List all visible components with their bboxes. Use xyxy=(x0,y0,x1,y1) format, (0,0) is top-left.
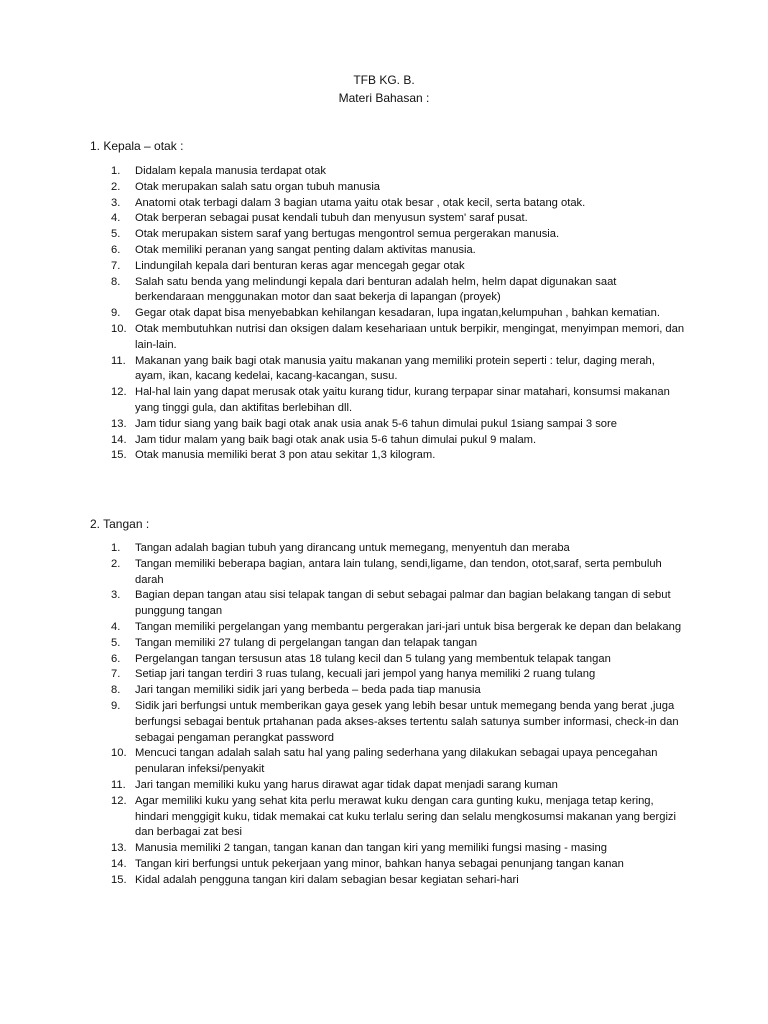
list-item-text: Tangan memiliki 27 tulang di pergelangan tangan dan telapak tangan xyxy=(135,636,478,649)
list-item-number: 9. xyxy=(111,307,121,320)
list-item-number: 15. xyxy=(111,873,127,886)
list-item xyxy=(0,794,768,841)
list-item-text: Agar memiliki kuku yang sehat kita perlu merawat kuku dengan cara gunting kuku, menjaga tetap kering, hindari menggigit kuku, tidak memakai cat kuku terlalu sering dan selalu mengkosumsi makanan yang bergizi dan berbagai zat besi xyxy=(135,794,677,839)
list-item-text: Tangan memiliki beberapa bagian, antara lain tulang, sendi,ligame, dan tendon, otot,saraf, serta pembuluh darah xyxy=(135,557,662,586)
list-item xyxy=(0,778,768,794)
section-heading-tangan: 2. Tangan : xyxy=(90,517,150,531)
list-item-number: 15. xyxy=(111,449,127,462)
list-item-text: Gegar otak dapat bisa menyebabkan kehilangan kesadaran, lupa ingatan,kelumpuhan , bahkan kematian. xyxy=(135,307,660,320)
list-item xyxy=(0,306,768,322)
list-item xyxy=(0,620,768,636)
list-item xyxy=(0,588,768,620)
list-item-text: Jari tangan memiliki kuku yang harus dirawat agar tidak dapat menjadi sarang kuman xyxy=(135,778,558,791)
list-item xyxy=(0,652,768,668)
list-item xyxy=(0,433,768,449)
list-item-text: Sidik jari berfungsi untuk memberikan gaya gesek yang lebih besar untuk memegang benda yang berat ,juga berfungsi sebagai bentuk prtahanan pada akses-akses tertentu salah satunya sumber informasi, check-in dan sebagai pengaman perangkat password xyxy=(135,699,679,744)
list-item xyxy=(0,857,768,873)
list-item xyxy=(0,699,768,746)
list-item-number: 11. xyxy=(111,778,126,791)
list-kepala-otak xyxy=(0,164,768,464)
list-item-number: 4. xyxy=(111,620,121,633)
list-item xyxy=(0,448,768,464)
list-item-text: Jam tidur malam yang baik bagi otak anak usia 5-6 tahun dimulai pukul 9 malam. xyxy=(135,433,537,446)
list-item-text: Otak merupakan salah satu organ tubuh manusia xyxy=(135,180,381,193)
list-item-number: 5. xyxy=(111,228,121,241)
list-item xyxy=(0,667,768,683)
list-item-number: 8. xyxy=(111,684,121,697)
list-item-number: 4. xyxy=(111,212,121,225)
list-item-number: 8. xyxy=(111,275,121,288)
list-item xyxy=(0,746,768,778)
list-item-text: Manusia memiliki 2 tangan, tangan kanan dan tangan kiri yang memiliki fungsi masing - masing xyxy=(135,842,607,855)
list-item-number: 14. xyxy=(111,433,127,446)
list-item-number: 10. xyxy=(111,322,127,335)
list-item xyxy=(0,873,768,889)
list-item xyxy=(0,227,768,243)
list-item-number: 2. xyxy=(111,180,121,193)
list-item-text: Otak berperan sebagai pusat kendali tubuh dan menyusun system' saraf pusat. xyxy=(135,212,528,225)
list-item-text: Otak manusia memiliki berat 3 pon atau sekitar 1,3 kilogram. xyxy=(135,449,436,462)
list-item-number: 13. xyxy=(111,842,127,855)
list-item-text: Jam tidur siang yang baik bagi otak anak usia anak 5-6 tahun dimulai pukul 1siang sampai 3 sore xyxy=(135,417,617,430)
list-item-text: Lindungilah kepala dari benturan keras agar mencegah gegar otak xyxy=(135,259,465,272)
list-item xyxy=(0,259,768,275)
list-item-number: 5. xyxy=(111,636,121,649)
list-item xyxy=(0,196,768,212)
list-item-text: Pergelangan tangan tersusun atas 18 tulang kecil dan 5 tulang yang membentuk telapak tangan xyxy=(135,652,611,665)
list-item-text: Kidal adalah pengguna tangan kiri dalam sebagian besar kegiatan sehari-hari xyxy=(135,873,519,886)
list-item-number: 12. xyxy=(111,386,127,399)
list-item-number: 7. xyxy=(111,668,121,681)
document-title: TFB KG. B. xyxy=(353,73,415,87)
section-heading-kepala: 1. Kepala – otak : xyxy=(90,139,184,153)
list-item-number: 2. xyxy=(111,557,121,570)
list-item xyxy=(0,322,768,354)
document-subtitle: Materi Bahasan : xyxy=(338,91,430,105)
list-item-text: Otak memiliki peranan yang sangat penting dalam aktivitas manusia. xyxy=(135,243,476,256)
list-item xyxy=(0,180,768,196)
list-item-number: 1. xyxy=(111,542,121,554)
list-item xyxy=(0,243,768,259)
list-item-text: Setiap jari tangan terdiri 3 ruas tulang, kecuali jari jempol yang hanya memiliki 2 ruang tulang xyxy=(135,668,596,681)
list-item xyxy=(0,541,768,557)
list-item-text: Tangan kiri berfungsi untuk pekerjaan yang minor, bahkan hanya sebagai penunjang tangan kanan xyxy=(135,857,624,870)
list-item-number: 7. xyxy=(111,259,121,272)
list-item-number: 6. xyxy=(111,243,121,256)
list-item-text: Otak merupakan sistem saraf yang bertugas mengontrol semua pergerakan manusia. xyxy=(135,228,560,241)
list-item-number: 12. xyxy=(111,794,127,807)
list-item-number: 14. xyxy=(111,857,127,870)
list-item-text: Tangan adalah bagian tubuh yang dirancang untuk memegang, menyentuh dan meraba xyxy=(135,542,570,554)
list-item xyxy=(0,275,768,307)
list-item xyxy=(0,557,768,589)
list-item-number: 13. xyxy=(111,417,127,430)
list-item-number: 1. xyxy=(111,165,121,177)
list-item-text: Didalam kepala manusia terdapat otak xyxy=(135,165,326,177)
list-item xyxy=(0,211,768,227)
list-item-number: 3. xyxy=(111,589,121,602)
list-item xyxy=(0,385,768,417)
list-item-number: 10. xyxy=(111,747,127,760)
list-item-text: Anatomi otak terbagi dalam 3 bagian utama yaitu otak besar , otak kecil, serta batang otak. xyxy=(135,196,586,209)
list-item xyxy=(0,417,768,433)
list-item xyxy=(0,164,768,180)
list-item-text: Makanan yang baik bagi otak manusia yaitu makanan yang memiliki protein seperti : telur, daging merah, ayam, ikan, kacang kedelai, kacang-kacangan, susu. xyxy=(135,354,655,383)
list-item-number: 3. xyxy=(111,196,121,209)
list-item-text: Hal-hal lain yang dapat merusak otak yaitu kurang tidur, kurang terpapar sinar matahari, konsumsi makanan yang tinggi gula, dan aktifitas berlebihan dll. xyxy=(135,386,670,414)
list-item-number: 6. xyxy=(111,652,121,665)
list-item-text: Salah satu benda yang melindungi kepala dari benturan adalah helm, helm dapat digunakan saat berkendaraan menggunakan motor dan saat bekerja di lapangan (proyek) xyxy=(135,275,617,304)
list-item xyxy=(0,683,768,699)
list-item-number: 11. xyxy=(111,354,126,367)
list-item-text: Bagian depan tangan atau sisi telapak tangan di sebut sebagai palmar dan bagian belakang tangan di sebut punggung tangan xyxy=(135,589,671,618)
list-item-text: Otak membutuhkan nutrisi dan oksigen dalam kesehariaan untuk berpikir, mengingat, menyimpan memori, dan lain-lain. xyxy=(135,322,685,351)
list-item-text: Mencuci tangan adalah salah satu hal yang paling sederhana yang dilakukan sebagai upaya pencegahan penularan infeksi/penyakit xyxy=(135,747,658,776)
list-item-text: Tangan memiliki pergelangan yang membantu pergerakan jari-jari untuk bisa bergerak ke depan dan belakang xyxy=(135,620,682,633)
list-item xyxy=(0,354,768,386)
list-tangan xyxy=(0,541,768,889)
list-item-number: 9. xyxy=(111,699,121,712)
list-item xyxy=(0,636,768,652)
list-item xyxy=(0,841,768,857)
list-item-text: Jari tangan memiliki sidik jari yang berbeda – beda pada tiap manusia xyxy=(135,684,481,697)
